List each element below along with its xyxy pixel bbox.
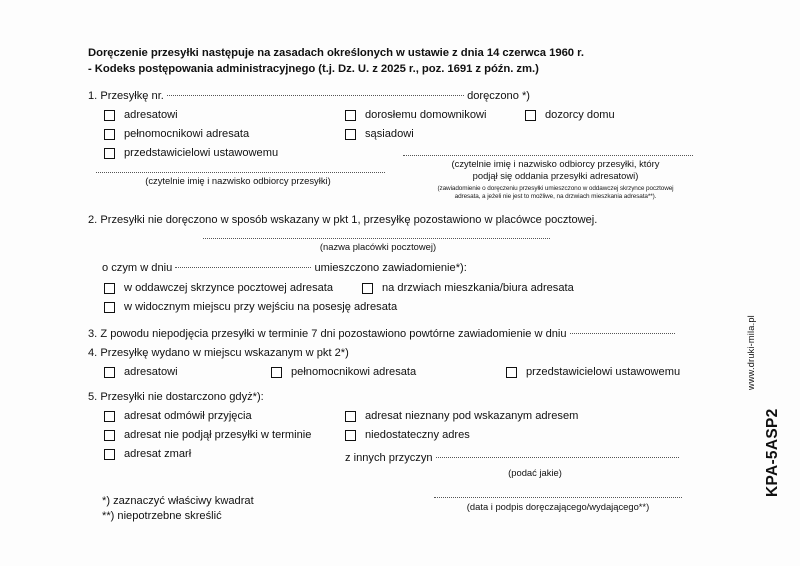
checkbox-row-wydano-adresatowi[interactable] — [104, 366, 271, 385]
checkbox-label: adresat zmarł — [124, 448, 192, 461]
legal-basis-line-2: - Kodeks postępowania administracyjnego (t.j. Dz. U. z 2025 r., poz. 1691 z późn. zm.) — [88, 62, 539, 75]
checkbox-doroslemu-domownikowi[interactable] — [345, 110, 356, 121]
section-1-options-column-1 — [88, 109, 345, 166]
section-5-text: Przesyłki nie dostarczono gdyż*): — [100, 391, 264, 404]
section-1-signature-blocks — [88, 158, 712, 201]
section-4-text: Przesyłkę wydano w miejscu wskazanym w pkt 2*) — [100, 347, 349, 360]
section-5 — [88, 390, 712, 479]
checkbox-row-doroslemu-domownikowi[interactable] — [345, 109, 525, 128]
postal-office-field — [88, 238, 712, 253]
substitute-recipient-caption-line-2: podjął się oddania przesyłki adresatowi) — [472, 170, 639, 181]
checkbox-row-adresat-nieznany[interactable] — [345, 410, 700, 429]
section-5-options-column-1 — [88, 410, 345, 479]
section-1 — [88, 88, 712, 201]
checkbox-label: dorosłemu domownikowi — [365, 109, 487, 121]
checkbox-label: w oddawczej skrzynce pocztowej adresata — [124, 282, 334, 295]
publisher-website-label: www.druki-mila.pl — [746, 315, 756, 390]
checkbox-niedostateczny-adres[interactable] — [345, 430, 356, 441]
other-reason-row — [345, 448, 700, 467]
form-content — [88, 46, 712, 524]
section-4 — [88, 346, 712, 385]
section-3 — [88, 326, 712, 342]
checkbox-sasiadowi[interactable] — [345, 129, 356, 140]
section-1-label-after: doręczono *) — [467, 90, 530, 102]
section-1-label-before: Przesyłkę nr. — [100, 90, 164, 102]
section-5-options-column-2 — [345, 410, 700, 479]
notice-date-suffix: umieszczono zawiadomienie*): — [314, 262, 467, 275]
section-3-text: Z powodu niepodjęcia przesyłki w terminie 7 dni pozostawiono powtórne zawiadomienie w dniu — [100, 328, 567, 341]
form-side-strip — [742, 0, 782, 566]
deliverer-signature-caption: (data i podpis doręczającego/wydającego**) — [466, 501, 650, 513]
checkbox-label: adresatowi — [124, 366, 178, 379]
checkbox-odmowil-przyjecia[interactable] — [104, 411, 115, 422]
delivery-notice-note-line-2: adresata, a jeżeli nie jest to możliwe, na drzwiach mieszkania adresata**). — [454, 193, 657, 201]
checkbox-adresat-zmarl[interactable] — [104, 449, 115, 460]
section-5-number: 5. — [88, 391, 98, 404]
recipient-name-caption: (czytelnie imię i nazwisko odbiorcy przesyłki) — [145, 175, 331, 186]
other-reason-caption: (podać jakie) — [508, 467, 562, 479]
footnote-2: **) niepotrzebne skreślić — [102, 510, 222, 523]
checkbox-label: przedstawicielowi ustawowemu — [526, 366, 681, 379]
checkbox-dozorcy-domu[interactable] — [525, 110, 536, 121]
section-4-option-3 — [506, 366, 680, 385]
postal-office-input[interactable] — [203, 238, 550, 239]
footnote-1: *) zaznaczyć właściwy kwadrat — [102, 495, 254, 508]
checkbox-row-drzwi-mieszkania[interactable] — [362, 282, 574, 301]
checkbox-row-wydano-przedstawicielowi[interactable] — [506, 366, 680, 385]
section-2-number: 2. — [88, 214, 98, 227]
substitute-recipient-name-input[interactable] — [403, 155, 693, 156]
checkbox-widoczne-miejsce[interactable] — [104, 302, 115, 313]
checkbox-label: na drzwiach mieszkania/biura adresata — [382, 282, 574, 295]
section-2 — [88, 213, 712, 320]
checkbox-row-przedstawicielowi-ustawowemu[interactable] — [104, 147, 345, 166]
checkbox-label: adresat odmówił przyjęcia — [124, 410, 252, 423]
section-4-option-2 — [271, 366, 506, 385]
checkbox-row-sasiadowi[interactable] — [345, 128, 525, 147]
recipient-name-input[interactable] — [96, 172, 385, 173]
checkbox-row-pelnomocnikowi-adresata[interactable] — [104, 128, 345, 147]
checkbox-label: niedostateczny adres — [365, 429, 470, 442]
repeat-notice-date-input[interactable] — [570, 326, 675, 334]
checkbox-row-skrzynka-pocztowa[interactable] — [104, 282, 345, 301]
legal-basis-heading — [88, 46, 712, 77]
notice-date-input[interactable] — [175, 260, 311, 268]
shipment-number-input[interactable] — [167, 88, 464, 96]
section-4-number: 4. — [88, 347, 98, 360]
checkbox-adresatowi[interactable] — [104, 110, 115, 121]
section-2-options — [88, 282, 712, 320]
checkbox-label: adresatowi — [124, 109, 178, 121]
checkbox-label: adresat nie podjął przesyłki w terminie — [124, 429, 312, 442]
section-2-heading — [88, 213, 712, 228]
section-2-date-line — [88, 260, 712, 276]
checkbox-row-nie-podjal-w-terminie[interactable] — [104, 429, 345, 448]
section-5-options — [88, 410, 712, 479]
form-code-label: KPA-5ASP2 — [764, 408, 781, 497]
section-3-number: 3. — [88, 328, 98, 341]
checkbox-row-wydano-pelnomocnikowi[interactable] — [271, 366, 506, 385]
checkbox-adresat-nieznany[interactable] — [345, 411, 356, 422]
checkbox-row-adresatowi[interactable] — [104, 109, 345, 128]
checkbox-wydano-adresatowi[interactable] — [104, 367, 115, 378]
checkbox-label: dozorcy domu — [545, 109, 615, 121]
checkbox-row-dozorcy-domu[interactable] — [525, 109, 615, 128]
checkbox-label: przedstawicielowi ustawowemu — [124, 147, 279, 159]
deliverer-signature-block — [418, 494, 698, 524]
section-4-heading — [88, 346, 712, 361]
checkbox-row-odmowil-przyjecia[interactable] — [104, 410, 345, 429]
section-1-heading — [88, 88, 712, 104]
checkbox-label: sąsiadowi — [365, 128, 414, 140]
section-1-number: 1. — [88, 90, 98, 102]
checkbox-label: pełnomocnikowi adresata — [291, 366, 417, 379]
section-4-option-1 — [88, 366, 271, 385]
section-2-options-column-1 — [88, 282, 398, 320]
section-2-text: Przesyłki nie doręczono w sposób wskazany w pkt 1, przesyłkę pozostawiono w placówce pocztowej. — [100, 214, 598, 227]
checkbox-label: adresat nieznany pod wskazanym adresem — [365, 410, 579, 423]
checkbox-drzwi-mieszkania[interactable] — [362, 283, 373, 294]
legal-basis-line-1: Doręczenie przesyłki następuje na zasadach określonych w ustawie z dnia 14 czerwca 1960 r. — [88, 47, 584, 59]
checkbox-przedstawicielowi-ustawowemu[interactable] — [104, 148, 115, 159]
deliverer-signature-input[interactable] — [434, 497, 682, 498]
checkbox-row-widoczne-miejsce[interactable] — [104, 301, 398, 320]
signature-block-left — [88, 172, 393, 201]
checkbox-wydano-przedstawicielowi[interactable] — [506, 367, 517, 378]
checkbox-skrzynka-pocztowa[interactable] — [104, 283, 115, 294]
section-4-options — [88, 366, 712, 385]
notice-date-prefix: o czym w dniu — [102, 262, 173, 275]
postal-office-caption: (nazwa placówki pocztowej) — [319, 241, 437, 253]
checkbox-row-adresat-zmarl[interactable] — [104, 448, 345, 467]
checkbox-wydano-pelnomocnikowi[interactable] — [271, 367, 282, 378]
delivery-notice-note-line-1: (zawiadomienie o doręczeniu przesyłki umieszczono w oddawczej skrzynce pocztowej — [437, 185, 674, 192]
substitute-recipient-caption-line-1: (czytelnie imię i nazwisko odbiorcy przesyłki, który — [451, 158, 660, 169]
checkbox-row-niedostateczny-adres[interactable] — [345, 429, 700, 448]
checkbox-nie-podjal-w-terminie[interactable] — [104, 430, 115, 441]
other-reason-label: z innych przyczyn — [345, 452, 433, 465]
other-reason-input[interactable] — [436, 450, 679, 458]
section-5-heading — [88, 390, 712, 405]
section-3-heading — [88, 326, 712, 342]
checkbox-pelnomocnikowi-adresata[interactable] — [104, 129, 115, 140]
footnote-notes — [88, 494, 418, 524]
section-2-options-column-2 — [362, 282, 574, 320]
footnotes — [88, 494, 712, 524]
signature-block-right — [403, 155, 708, 201]
checkbox-label: pełnomocnikowi adresata — [124, 128, 250, 140]
checkbox-label: w widocznym miejscu przy wejściu na posesję adresata — [124, 301, 398, 314]
